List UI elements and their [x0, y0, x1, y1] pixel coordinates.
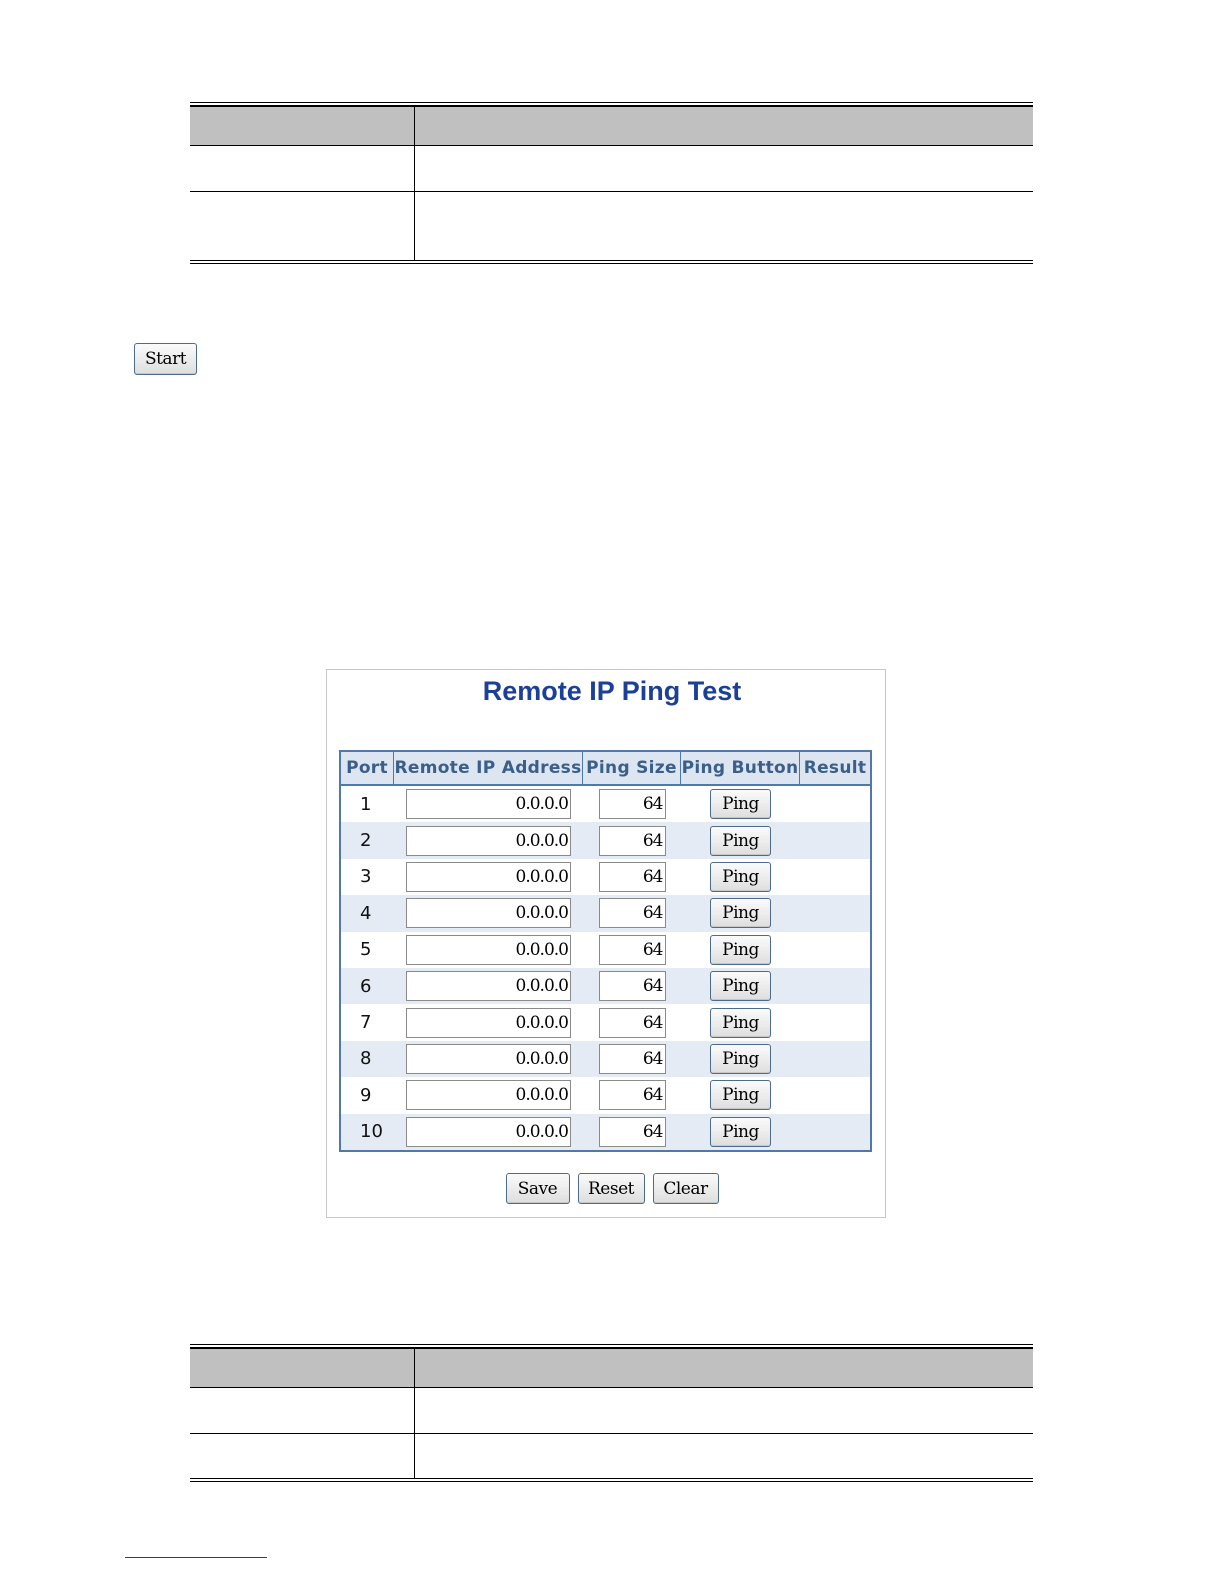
save-button[interactable]: Save: [506, 1173, 570, 1204]
ping-button-cell: [681, 859, 800, 895]
ping-size-input[interactable]: [599, 971, 666, 1001]
table-row: [341, 786, 870, 822]
table-cell: [415, 192, 1033, 260]
size-cell: [583, 1077, 681, 1113]
table-cell: [190, 146, 415, 191]
ping-button-cell: [681, 895, 800, 931]
size-cell: [583, 895, 681, 931]
ping-button[interactable]: Ping: [710, 862, 771, 892]
ping-button[interactable]: Ping: [710, 898, 771, 928]
result-cell: [800, 1041, 870, 1077]
table-row: [341, 968, 870, 1004]
ping-size-input[interactable]: [599, 898, 666, 928]
port-cell: 7: [360, 1012, 372, 1034]
ping-size-input[interactable]: [599, 789, 666, 819]
ip-cell: [394, 786, 583, 822]
remote-ip-input[interactable]: [406, 826, 571, 856]
size-cell: [583, 859, 681, 895]
result-cell: [800, 895, 870, 931]
size-cell: [583, 932, 681, 968]
size-cell: [583, 1114, 681, 1150]
port-cell: 9: [360, 1084, 372, 1106]
ip-cell: [394, 1077, 583, 1113]
ping-table: [339, 750, 872, 1152]
ping-button[interactable]: Ping: [710, 1117, 771, 1147]
size-cell: [583, 786, 681, 822]
footer-divider: [125, 1557, 267, 1558]
port-cell: 5: [360, 939, 372, 961]
table-row: [341, 1077, 870, 1113]
ping-button-cell: [681, 932, 800, 968]
column-header-port: Port: [341, 752, 394, 784]
remote-ip-input[interactable]: [406, 1008, 571, 1038]
column-header-result: Result: [803, 758, 867, 778]
result-cell: [800, 968, 870, 1004]
table-header-row: [341, 752, 870, 786]
port-cell: 3: [360, 866, 372, 888]
panel-button-bar: [0, 1173, 1224, 1204]
ip-cell: [394, 1114, 583, 1150]
ping-button[interactable]: Ping: [710, 1044, 771, 1074]
result-cell: [800, 932, 870, 968]
port-cell: 8: [360, 1048, 372, 1070]
clear-button[interactable]: Clear: [653, 1173, 719, 1204]
table-row: [341, 1114, 870, 1150]
ping-button[interactable]: Ping: [710, 826, 771, 856]
ping-size-input[interactable]: [599, 1044, 666, 1074]
table-cell: [415, 146, 1033, 191]
ip-cell: [394, 1041, 583, 1077]
ping-table-body: [341, 786, 870, 1150]
result-cell: [800, 822, 870, 858]
port-cell: 1: [360, 793, 372, 815]
result-cell: [800, 859, 870, 895]
table-row: [190, 1434, 1033, 1478]
ip-cell: [394, 1004, 583, 1040]
table-row: [341, 1041, 870, 1077]
table-row: [341, 859, 870, 895]
table-cell: [190, 1434, 415, 1478]
port-cell: 10: [360, 1121, 383, 1143]
ping-button[interactable]: Ping: [710, 789, 771, 819]
ping-button-cell: [681, 1004, 800, 1040]
port-cell: 2: [360, 830, 372, 852]
header-cell-description: [415, 1349, 1033, 1387]
description-table-top: [190, 102, 1033, 264]
remote-ip-input[interactable]: [406, 1080, 571, 1110]
ping-button-cell: [681, 968, 800, 1004]
remote-ip-input[interactable]: [406, 898, 571, 928]
remote-ip-input[interactable]: [406, 935, 571, 965]
table-row: [341, 932, 870, 968]
column-header-remote-ip: Remote IP Address: [394, 752, 583, 784]
ping-size-input[interactable]: [599, 862, 666, 892]
port-cell: 4: [360, 902, 372, 924]
remote-ip-input[interactable]: [406, 862, 571, 892]
ping-size-input[interactable]: [599, 826, 666, 856]
header-cell-object: [190, 107, 415, 145]
remote-ip-input[interactable]: [406, 1044, 571, 1074]
ip-cell: [394, 968, 583, 1004]
header-cell-object: [190, 1349, 415, 1387]
ping-size-input[interactable]: [599, 1080, 666, 1110]
result-cell: [800, 1077, 870, 1113]
table-header-row: [190, 106, 1033, 146]
ip-cell: [394, 932, 583, 968]
column-header-ping-size: Ping Size: [583, 752, 681, 784]
table-row: [190, 192, 1033, 260]
size-cell: [583, 1004, 681, 1040]
table-header-row: [190, 1348, 1033, 1388]
ip-cell: [394, 895, 583, 931]
result-cell: [800, 1004, 870, 1040]
ping-button-cell: [681, 1114, 800, 1150]
result-cell: [800, 786, 870, 822]
table-row: [190, 146, 1033, 192]
port-cell: 6: [360, 975, 372, 997]
ip-cell: [394, 859, 583, 895]
ping-button[interactable]: Ping: [710, 1008, 771, 1038]
remote-ip-input[interactable]: [406, 789, 571, 819]
page-title: Remote IP Ping Test: [482, 676, 742, 706]
ping-size-input[interactable]: [599, 1117, 666, 1147]
size-cell: [583, 968, 681, 1004]
remote-ip-input[interactable]: [406, 971, 571, 1001]
start-button[interactable]: Start: [134, 343, 197, 375]
size-cell: [583, 822, 681, 858]
table-cell: [415, 1388, 1033, 1433]
ping-size-input[interactable]: [599, 935, 666, 965]
header-cell-description: [415, 107, 1033, 145]
ping-button-cell: [681, 1077, 800, 1113]
result-cell: [800, 1114, 870, 1150]
reset-button[interactable]: Reset: [578, 1173, 645, 1204]
table-row: [341, 895, 870, 931]
table-cell: [190, 192, 415, 260]
table-cell: [415, 1434, 1033, 1478]
ping-button[interactable]: Ping: [710, 935, 771, 965]
table-cell: [190, 1388, 415, 1433]
ping-button-cell: [681, 1041, 800, 1077]
table-row: [341, 1004, 870, 1040]
ping-button-cell: [681, 822, 800, 858]
ping-button[interactable]: Ping: [710, 1080, 771, 1110]
ping-size-input[interactable]: [599, 1008, 666, 1038]
size-cell: [583, 1041, 681, 1077]
remote-ip-input[interactable]: [406, 1117, 571, 1147]
table-row: [190, 1388, 1033, 1434]
ping-button[interactable]: Ping: [710, 971, 771, 1001]
ping-button-cell: [681, 786, 800, 822]
description-table-bottom: [190, 1344, 1033, 1482]
table-row: [341, 822, 870, 858]
column-header-ping-button: Ping Button: [681, 752, 800, 784]
ip-cell: [394, 822, 583, 858]
